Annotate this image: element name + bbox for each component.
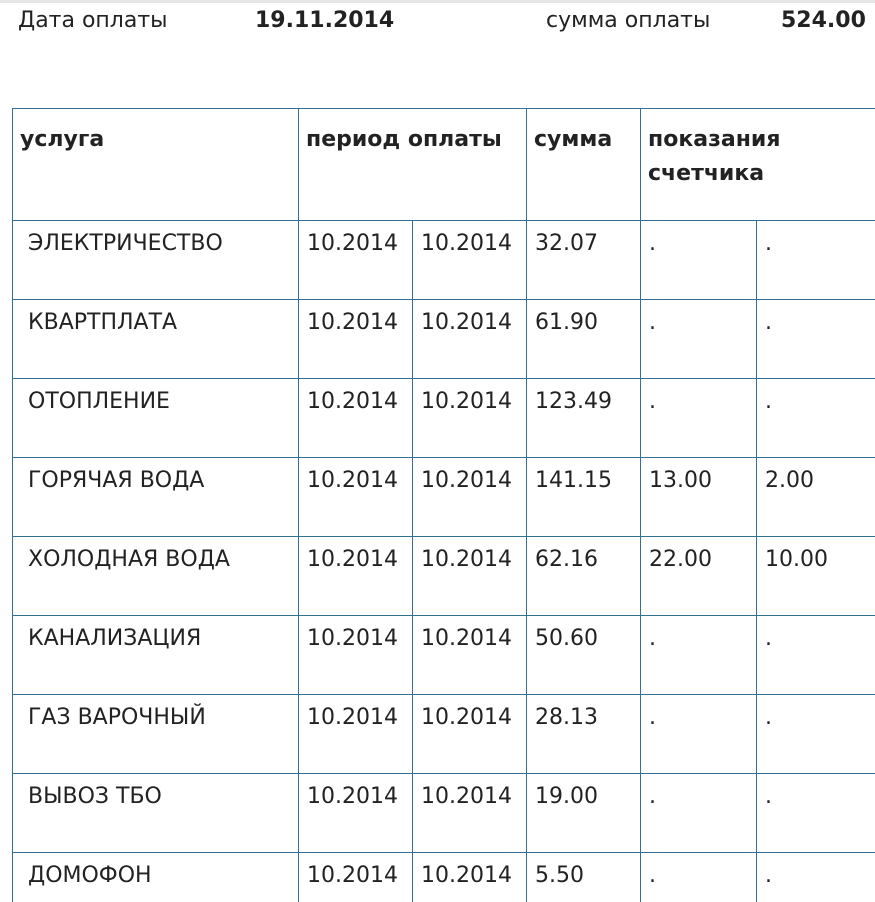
service-cell: ХОЛОДНАЯ ВОДА bbox=[13, 537, 299, 616]
amount-cell: 32.07 bbox=[527, 221, 641, 300]
meter-reading-1-cell: . bbox=[641, 300, 757, 379]
meter-reading-1-cell: . bbox=[641, 695, 757, 774]
amount-cell: 28.13 bbox=[527, 695, 641, 774]
meter-reading-1-cell: . bbox=[641, 221, 757, 300]
amount-cell: 61.90 bbox=[527, 300, 641, 379]
top-divider bbox=[0, 0, 875, 3]
amount-cell: 19.00 bbox=[527, 774, 641, 853]
service-cell: ГАЗ ВАРОЧНЫЙ bbox=[13, 695, 299, 774]
header-period: период оплаты bbox=[299, 109, 527, 221]
amount-cell: 62.16 bbox=[527, 537, 641, 616]
table-row bbox=[13, 379, 875, 458]
header-amount: сумма bbox=[527, 109, 641, 221]
meter-reading-1-cell: . bbox=[641, 379, 757, 458]
period-to-cell: 10.2014 bbox=[413, 537, 527, 616]
period-to-cell: 10.2014 bbox=[413, 221, 527, 300]
period-to-cell: 10.2014 bbox=[413, 379, 527, 458]
meter-reading-1-cell: 22.00 bbox=[641, 537, 757, 616]
amount-cell: 123.49 bbox=[527, 379, 641, 458]
payment-table bbox=[12, 108, 875, 902]
service-cell: ЭЛЕКТРИЧЕСТВО bbox=[13, 221, 299, 300]
table-row bbox=[13, 774, 875, 853]
table-row bbox=[13, 300, 875, 379]
meter-reading-2-cell: . bbox=[757, 379, 875, 458]
meter-reading-2-cell: . bbox=[757, 221, 875, 300]
meter-reading-2-cell: . bbox=[757, 695, 875, 774]
payment-date-label: Дата оплаты bbox=[18, 8, 168, 33]
meter-reading-1-cell: . bbox=[641, 616, 757, 695]
service-cell: ДОМОФОН bbox=[13, 853, 299, 902]
amount-cell: 50.60 bbox=[527, 616, 641, 695]
meter-reading-2-cell: . bbox=[757, 300, 875, 379]
meter-reading-2-cell: 2.00 bbox=[757, 458, 875, 537]
header-meter bbox=[641, 109, 875, 221]
meter-reading-1-cell: . bbox=[641, 774, 757, 853]
service-cell: ВЫВОЗ ТБО bbox=[13, 774, 299, 853]
meter-reading-1-cell: . bbox=[641, 853, 757, 902]
table-row bbox=[13, 537, 875, 616]
period-to-cell: 10.2014 bbox=[413, 853, 527, 902]
meter-reading-2-cell: 10.00 bbox=[757, 537, 875, 616]
table-row bbox=[13, 616, 875, 695]
table-row bbox=[13, 695, 875, 774]
table-row bbox=[13, 458, 875, 537]
meter-reading-2-cell: . bbox=[757, 853, 875, 902]
period-from-cell: 10.2014 bbox=[299, 853, 413, 902]
period-from-cell: 10.2014 bbox=[299, 537, 413, 616]
service-cell: КВАРТПЛАТА bbox=[13, 300, 299, 379]
payment-sum-label: сумма оплаты bbox=[546, 8, 711, 33]
amount-cell: 5.50 bbox=[527, 853, 641, 902]
period-from-cell: 10.2014 bbox=[299, 300, 413, 379]
period-to-cell: 10.2014 bbox=[413, 616, 527, 695]
period-from-cell: 10.2014 bbox=[299, 695, 413, 774]
header-meter-text: показания счетчика bbox=[648, 127, 781, 186]
period-to-cell: 10.2014 bbox=[413, 774, 527, 853]
payment-date-value: 19.11.2014 bbox=[255, 8, 395, 33]
service-cell: ОТОПЛЕНИЕ bbox=[13, 379, 299, 458]
meter-reading-2-cell: . bbox=[757, 774, 875, 853]
period-from-cell: 10.2014 bbox=[299, 221, 413, 300]
table-row bbox=[13, 221, 875, 300]
period-from-cell: 10.2014 bbox=[299, 379, 413, 458]
payment-sum-value: 524.00 bbox=[781, 8, 866, 33]
period-to-cell: 10.2014 bbox=[413, 300, 527, 379]
period-from-cell: 10.2014 bbox=[299, 774, 413, 853]
period-from-cell: 10.2014 bbox=[299, 458, 413, 537]
meter-reading-2-cell: . bbox=[757, 616, 875, 695]
table-body bbox=[13, 221, 875, 902]
period-to-cell: 10.2014 bbox=[413, 695, 527, 774]
amount-cell: 141.15 bbox=[527, 458, 641, 537]
period-to-cell: 10.2014 bbox=[413, 458, 527, 537]
meter-reading-1-cell: 13.00 bbox=[641, 458, 757, 537]
header-service: услуга bbox=[13, 109, 299, 221]
table-header-row bbox=[13, 109, 875, 221]
service-cell: КАНАЛИЗАЦИЯ bbox=[13, 616, 299, 695]
table-row bbox=[13, 853, 875, 902]
period-from-cell: 10.2014 bbox=[299, 616, 413, 695]
service-cell: ГОРЯЧАЯ ВОДА bbox=[13, 458, 299, 537]
